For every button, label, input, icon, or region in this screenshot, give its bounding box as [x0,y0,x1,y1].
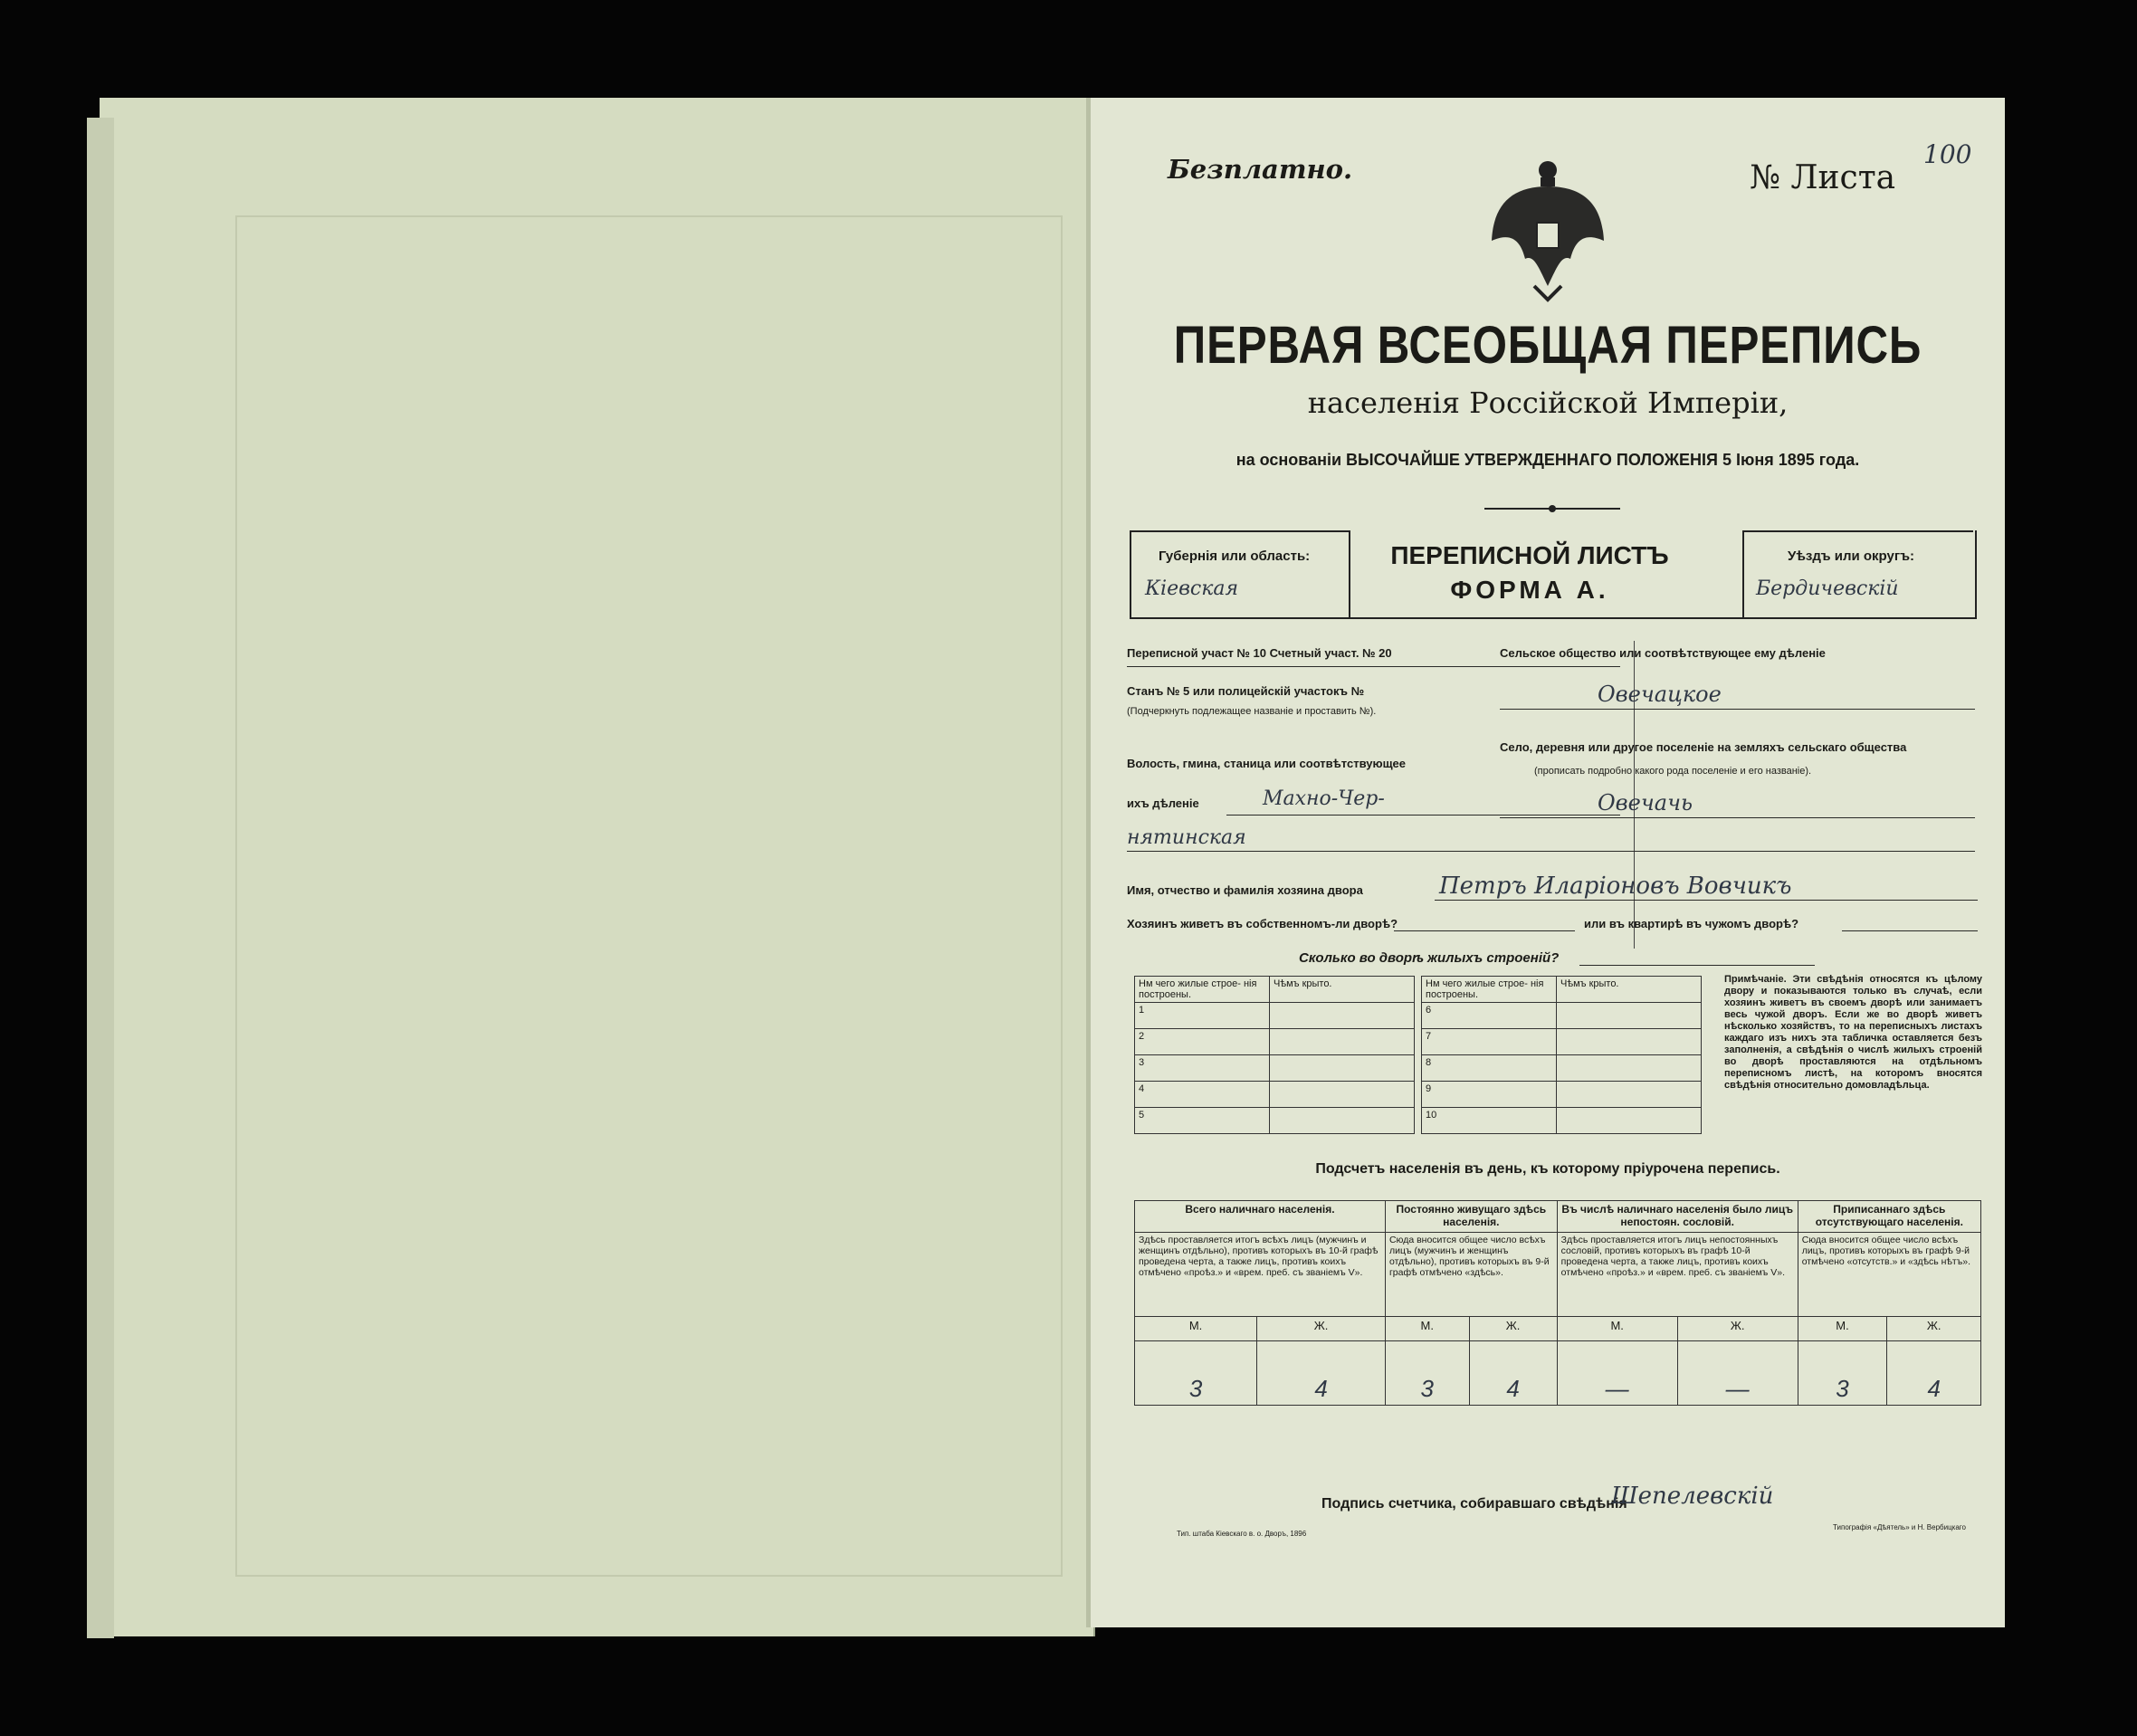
buildings-col-roof: Чѣмъ крыто. [1270,977,1415,1003]
underline [1500,817,1975,818]
printer-right: Типографія «Дѣятель» и Н. Вербицкаго [1833,1523,1966,1531]
form-title: ПЕРЕПИСНОЙ ЛИСТЪ [1390,541,1669,569]
population-count-table [1134,1200,1981,1406]
buildings-col-material: Нм чего жилые строе- нія построены. [1422,977,1557,1003]
underline [1842,930,1978,931]
table-row: 6 [1422,1003,1702,1029]
underline [1500,851,1975,852]
underline [1127,666,1620,667]
count-value: — [1677,1341,1798,1406]
box-left-edge [1130,530,1131,617]
census-form-page [1091,98,2005,1627]
buildings-table-right [1421,976,1702,1134]
sheet-number-label: № Листа [1750,159,1896,196]
underline [1435,900,1978,901]
left-page-underlay [87,118,114,1638]
lives-other-label: или въ квартирѣ въ чужомъ дворѣ? [1584,917,1799,930]
table-row: 7 [1422,1029,1702,1055]
stan-field: Станъ № 5 или полицейскій участокъ № [1127,684,1365,698]
volost-value-2: нятинская [1127,826,1246,849]
gubernia-value: Кіевская [1145,577,1239,600]
count-header-nonpermanent: Въ числѣ наличнаго населенія было лицъ непостоян. сословій. [1557,1201,1798,1233]
page-subtitle: населенія Россійской Имперіи, [1307,386,1789,420]
count-desc: Сюда вносится общее число всѣхъ лицъ, противъ которыхъ въ графѣ 9-й отмѣчено «отсутств.» и «здѣсь нѣтъ». [1798,1233,1980,1317]
buildings-col-roof: Чѣмъ крыто. [1557,977,1702,1003]
underline [1394,930,1575,931]
count-value: 4 [1469,1341,1557,1406]
village-note: (прописать подробно какого рода поселеніе и его названіе). [1534,766,1812,777]
signature-label: Подпись счетчика, собиравшаго свѣдѣнія [1321,1496,1627,1512]
table-row: 10 [1422,1108,1702,1134]
uezd-label: Уѣздъ или округъ: [1788,548,1915,564]
society-value: Овечацкое [1598,682,1722,707]
form-a-label: ФОРМА А. [1450,576,1609,604]
left-page-frame [235,215,1063,1577]
underline [1226,815,1620,816]
female-label: Ж. [1887,1317,1981,1341]
table-row: 1 [1135,1003,1415,1029]
buildings-table-left [1134,976,1415,1134]
count-desc: Здѣсь проставляется итогъ всѣхъ лицъ (мужчинъ и женщинъ отдѣльно), противъ которыхъ въ 10-й графѣ проведена черта, а также лицъ, противъ коихъ отмѣчено «проѣз.» и «врем. преб. съ званіемъ V». [1135,1233,1386,1317]
table-row: 4 [1135,1082,1415,1108]
underline [1579,965,1815,966]
volost-label-2: ихъ дѣленіе [1127,796,1199,810]
count-title: Подсчетъ населенія въ день, къ которому пріурочена перепись. [1315,1161,1780,1177]
count-value: — [1557,1341,1677,1406]
table-row: 8 [1422,1055,1702,1082]
ornament-divider-icon [1484,503,1620,514]
table-row: 3 [1135,1055,1415,1082]
note-text: Примѣчаніе. Эти свѣдѣнія относятся къ цѣлому двору и показываются только въ случаѣ, если хозяинъ живетъ въ своемъ дворѣ или занимаетъ весь чужой дворъ. Если же во дворѣ живетъ нѣсколько хозяйствъ, то на переписныхъ листахъ каждаго изъ нихъ эта табличка оставляется безъ заполненія, а свѣдѣнія о числѣ жилыхъ строеній во дворѣ проставляются на отдѣльномъ переписномъ листѣ, на которомъ вносятся свѣдѣнія относительно домовладѣльца. [1724,974,1982,1091]
village-label: Село, деревня или другое поселеніе на земляхъ сельскаго общества [1500,740,1907,754]
box-top-left [1131,530,1349,532]
count-desc: Здѣсь проставляется итогъ лицъ непостоянныхъ сословій, противъ которыхъ въ графѣ 10-й проведена черта, а также лицъ, противъ коихъ отмѣчено «проѣз.» и «врем. преб. съ званіемъ V». [1557,1233,1798,1317]
buildings-question: Сколько во дворѣ жилыхъ строеній? [1299,950,1560,966]
female-label: Ж. [1257,1317,1386,1341]
printer-left: Тип. штаба Кіевскаго в. о. Дворъ, 1896 [1177,1530,1307,1538]
volost-value: Махно-Чер- [1263,787,1385,810]
census-district-field: Переписной участ № 10 Счетный участ. № 20 [1127,646,1392,660]
box-divider-2 [1742,530,1744,617]
count-value: 3 [1135,1341,1257,1406]
sheet-number-handwritten: 100 [1923,139,1972,169]
gubernia-label: Губернія или область: [1159,548,1311,564]
legal-basis: на основаніи ВЫСОЧАЙШЕ УТВЕРЖДЕННАГО ПОЛОЖЕНІЯ 5 Іюня 1895 года. [1235,451,1860,469]
male-label: М. [1557,1317,1677,1341]
table-row: 9 [1422,1082,1702,1108]
free-label: Безплатно. [1168,154,1353,185]
society-label: Сельское общество или соотвѣтствующее ему дѣленіе [1500,646,1826,660]
count-value: 4 [1887,1341,1981,1406]
owner-value: Петръ Иларіоновъ Вовчикъ [1439,873,1792,900]
female-label: Ж. [1677,1317,1798,1341]
count-header-absent: Приписаннаго здѣсь отсутствующаго населенія. [1798,1201,1980,1233]
male-label: М. [1385,1317,1469,1341]
count-header-total: Всего наличнаго населенія. [1135,1201,1386,1233]
buildings-col-material: Нм чего жилые строе- нія построены. [1135,977,1270,1003]
village-value: Овечачь [1598,790,1693,816]
box-top-right [1742,530,1973,532]
volost-label: Волость, гмина, станица или соотвѣтствующее [1127,757,1407,770]
signature-value: Шепелевскій [1611,1483,1774,1510]
count-desc: Сюда вносится общее число всѣхъ лицъ (мужчинъ и женщинъ отдѣльно), противъ которыхъ въ 9-й графѣ отмѣчено «здѣсь». [1385,1233,1557,1317]
count-header-permanent: Постоянно живущаго здѣсь населенія. [1385,1201,1557,1233]
male-label: М. [1135,1317,1257,1341]
count-value: 4 [1257,1341,1386,1406]
count-value: 3 [1385,1341,1469,1406]
page-title: ПЕРВАЯ ВСЕОБЩАЯ ПЕРЕПИСЬ [1173,316,1922,375]
left-blank-page [100,98,1095,1636]
table-row: 5 [1135,1108,1415,1134]
male-label: М. [1798,1317,1887,1341]
double-eagle-emblem-icon [1484,150,1611,304]
table-row: 2 [1135,1029,1415,1055]
count-value: 3 [1798,1341,1887,1406]
female-label: Ж. [1469,1317,1557,1341]
owner-label: Имя, отчество и фамилія хозяина двора [1127,883,1363,897]
lives-own-label: Хозяинъ живетъ въ собственномъ-ли дворѣ? [1127,917,1398,930]
stan-note: (Подчеркнуть подлежащее названіе и проставить №). [1127,706,1377,717]
uezd-value: Бердичевскій [1756,577,1899,600]
underline [1500,709,1975,710]
